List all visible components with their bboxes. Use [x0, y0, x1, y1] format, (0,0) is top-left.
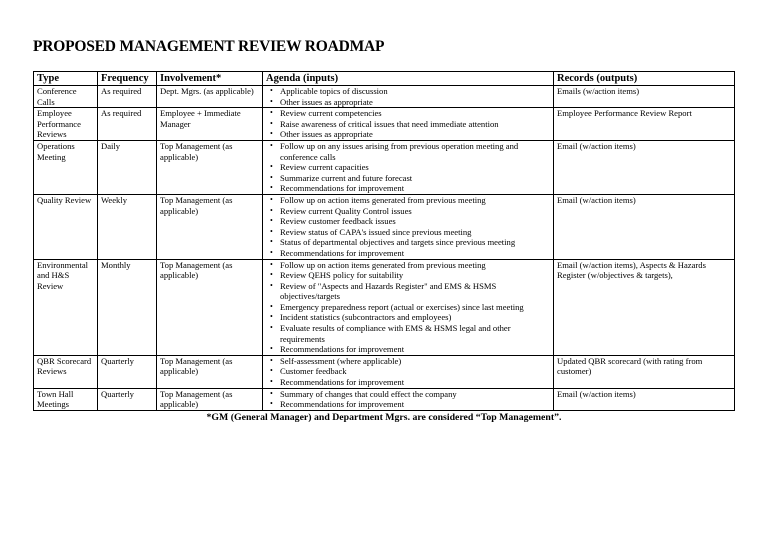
cell-involvement: Employee + Immediate Manager [157, 108, 263, 141]
cell-records: Email (w/action items) [554, 388, 735, 410]
cell-records: Email (w/action items) [554, 194, 735, 259]
agenda-item: • Other issues as appropriate [280, 97, 551, 108]
agenda-item: • Recommendations for improvement [280, 183, 551, 194]
cell-records: Employee Performance Review Report [554, 108, 735, 141]
agenda-item: • Raise awareness of critical issues that need immediate attention [280, 119, 551, 130]
cell-frequency: As required [98, 108, 157, 141]
agenda-item: • Follow up on action items generated from previous meeting [280, 195, 551, 206]
table-row [34, 86, 735, 108]
agenda-item: • Emergency preparedness report (actual or exercises) since last meeting [280, 302, 551, 313]
cell-records: Emails (w/action items) [554, 86, 735, 108]
cell-agenda [263, 86, 554, 108]
cell-involvement: Top Management (as applicable) [157, 194, 263, 259]
agenda-item: • Customer feedback [280, 366, 551, 377]
table-row [34, 259, 735, 355]
cell-type: Operations Meeting [34, 140, 98, 194]
cell-type: Conference Calls [34, 86, 98, 108]
cell-type: Employee Performance Reviews [34, 108, 98, 141]
cell-type: QBR Scorecard Reviews [34, 355, 98, 388]
table-row [34, 388, 735, 410]
agenda-item: • Review current capacities [280, 162, 551, 173]
agenda-list [266, 389, 551, 410]
cell-type: Quality Review [34, 194, 98, 259]
agenda-item: • Evaluate results of compliance with EMS & HSMS legal and other requirements [280, 323, 551, 344]
cell-agenda [263, 108, 554, 141]
cell-agenda [263, 194, 554, 259]
agenda-item: • Self-assessment (where applicable) [280, 356, 551, 367]
header-involvement: Involvement* [157, 72, 263, 86]
agenda-list [266, 356, 551, 388]
agenda-list [266, 141, 551, 194]
document-title: PROPOSED MANAGEMENT REVIEW ROADMAP [33, 38, 385, 55]
cell-frequency: Weekly [98, 194, 157, 259]
header-records: Records (outputs) [554, 72, 735, 86]
table-row [34, 194, 735, 259]
agenda-item: • Review status of CAPA's issued since previous meeting [280, 227, 551, 238]
agenda-item: • Status of departmental objectives and targets since previous meeting [280, 237, 551, 248]
cell-type: Environmental and H&S Review [34, 259, 98, 355]
cell-agenda [263, 259, 554, 355]
table-row [34, 140, 735, 194]
agenda-item: • Review current competencies [280, 108, 551, 119]
agenda-item: • Follow up on any issues arising from previous operation meeting and conference calls [280, 141, 551, 162]
agenda-item: • Summarize current and future forecast [280, 173, 551, 184]
cell-frequency: Daily [98, 140, 157, 194]
table-row [34, 108, 735, 141]
agenda-list [266, 86, 551, 107]
cell-agenda [263, 355, 554, 388]
agenda-item: • Incident statistics (subcontractors and employees) [280, 312, 551, 323]
header-type: Type [34, 72, 98, 86]
cell-records: Email (w/action items) [554, 140, 735, 194]
cell-records: Email (w/action items), Aspects & Hazards Register (w/objectives & targets), [554, 259, 735, 355]
cell-involvement: Dept. Mgrs. (as applicable) [157, 86, 263, 108]
agenda-item: • Recommendations for improvement [280, 344, 551, 355]
agenda-list [266, 195, 551, 259]
cell-records: Updated QBR scorecard (with rating from customer) [554, 355, 735, 388]
agenda-item: • Review customer feedback issues [280, 216, 551, 227]
cell-involvement: Top Management (as applicable) [157, 259, 263, 355]
cell-involvement: Top Management (as applicable) [157, 140, 263, 194]
table-row [34, 355, 735, 388]
cell-involvement: Top Management (as applicable) [157, 355, 263, 388]
agenda-item: • Review current Quality Control issues [280, 206, 551, 217]
cell-frequency: Quarterly [98, 388, 157, 410]
agenda-item: • Review of "Aspects and Hazards Register" and EMS & HSMS objectives/targets [280, 281, 551, 302]
cell-agenda [263, 388, 554, 410]
agenda-item: • Follow up on action items generated from previous meeting [280, 260, 551, 271]
cell-frequency: As required [98, 86, 157, 108]
footnote: *GM (General Manager) and Department Mgrs. are considered “Top Management”. [206, 412, 562, 423]
agenda-list [266, 108, 551, 140]
agenda-item: • Other issues as appropriate [280, 129, 551, 140]
agenda-item: • Recommendations for improvement [280, 377, 551, 388]
agenda-item: • Recommendations for improvement [280, 399, 551, 410]
header-frequency: Frequency [98, 72, 157, 86]
cell-involvement: Top Management (as applicable) [157, 388, 263, 410]
agenda-item: • Applicable topics of discussion [280, 86, 551, 97]
agenda-list [266, 260, 551, 355]
agenda-item: • Recommendations for improvement [280, 248, 551, 259]
cell-type: Town Hall Meetings [34, 388, 98, 410]
table-header-row [34, 72, 735, 86]
agenda-item: • Summary of changes that could effect the company [280, 389, 551, 400]
roadmap-table [33, 71, 735, 411]
cell-frequency: Quarterly [98, 355, 157, 388]
cell-frequency: Monthly [98, 259, 157, 355]
cell-agenda [263, 140, 554, 194]
header-agenda: Agenda (inputs) [263, 72, 554, 86]
agenda-item: • Review QEHS policy for suitability [280, 270, 551, 281]
